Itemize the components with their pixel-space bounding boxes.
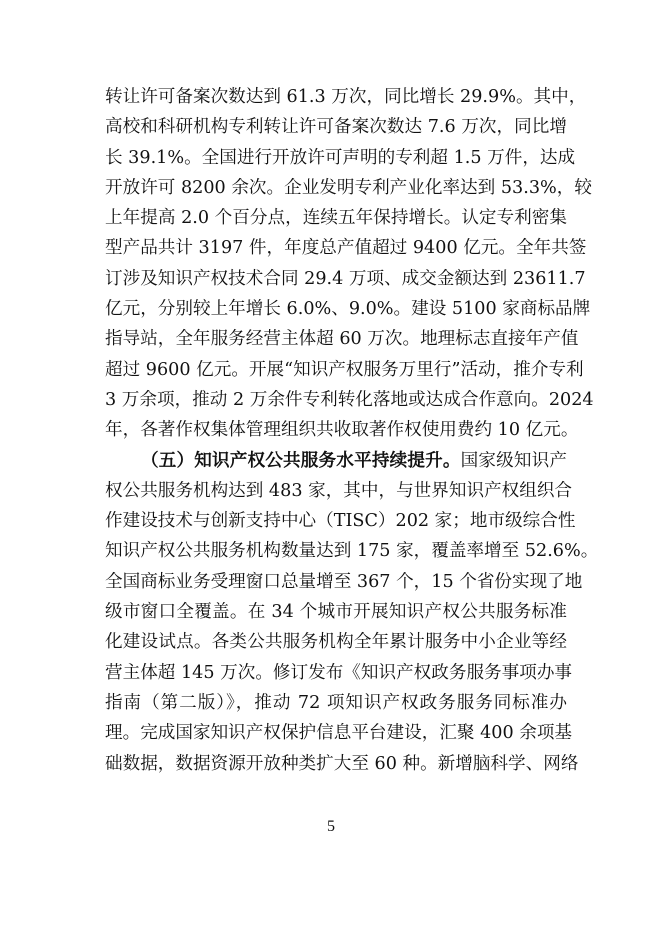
paragraph-public-services xyxy=(105,476,599,779)
text-line: 3 万余项，推动 2 万余件专利转化落地或达成合作意向。2024 xyxy=(105,389,594,410)
text-line: 超过 9600 亿元。开展“知识产权服务万里行”活动，推介专利 xyxy=(105,359,584,380)
text-line: 指导站，全年服务经营主体超 60 万次。地理标志直接年产值 xyxy=(105,329,579,350)
text-line: 理。完成国家知识产权保护信息平台建设，汇聚 400 余项基 xyxy=(105,723,573,744)
text-line: 转让许可备案次数达到 61.3 万次，同比增长 29.9%。其中， xyxy=(105,87,587,107)
page-number: 5 xyxy=(327,818,335,835)
text-line: 知识产权公共服务机构数量达到 175 家，覆盖率增至 52.6%。 xyxy=(105,541,599,562)
paragraph-ip-transactions xyxy=(105,82,594,446)
text-line: 上年提高 2.0 个百分点，连续五年保持增长。认定专利密集 xyxy=(105,208,567,229)
text-line: 型产品共计 3197 件，年度总产值超过 9400 亿元。全年共签 xyxy=(105,238,587,259)
text-line: 作建设技术与创新支持中心（TISC）202 家；地市级综合性 xyxy=(105,511,576,532)
text-line: 权公共服务机构达到 483 家，其中，与世界知识产权组织合 xyxy=(105,480,573,501)
text-line: 高校和科研机构专利转让许可备案次数达 7.6 万次，同比增 xyxy=(105,117,567,138)
body-text xyxy=(105,82,599,779)
section-heading-line xyxy=(105,446,567,476)
text-line: 指南（第二版）》，推动 72 项知识产权政务服务同标准办 xyxy=(105,692,567,713)
text-line: 化建设试点。各类公共服务机构全年累计服务中小企业等经 xyxy=(105,632,567,653)
text-line: 年，各著作权集体管理组织共收取著作权使用费约 10 亿元。 xyxy=(105,420,579,441)
text-line: 础数据，数据资源开放种类扩大至 60 种。新增脑科学、网络 xyxy=(105,753,579,774)
section-heading: （五）知识产权公共服务水平持续提升。 xyxy=(141,449,461,471)
text-line: 全国商标业务受理窗口总量增至 367 个，15 个省份实现了地 xyxy=(105,571,583,592)
text-line: 开放许可 8200 余次。企业发明专利产业化率达到 53.3%，较 xyxy=(105,177,592,198)
text-line: 订涉及知识产权技术合同 29.4 万项、成交金额达到 23611.7 xyxy=(105,268,586,289)
text-line: 亿元，分别较上年增长 6.0%、9.0%。建设 5100 家商标品牌 xyxy=(105,299,591,320)
text-line: 长 39.1%。全国进行开放许可声明的专利超 1.5 万件，达成 xyxy=(105,147,576,168)
heading-line-text: 国家级知识产 xyxy=(460,450,567,471)
text-line: 级市窗口全覆盖。在 34 个城市开展知识产权公共服务标准 xyxy=(105,602,567,623)
text-line: 营主体超 145 万次。修订发布《知识产权政务服务事项办事 xyxy=(105,662,573,683)
